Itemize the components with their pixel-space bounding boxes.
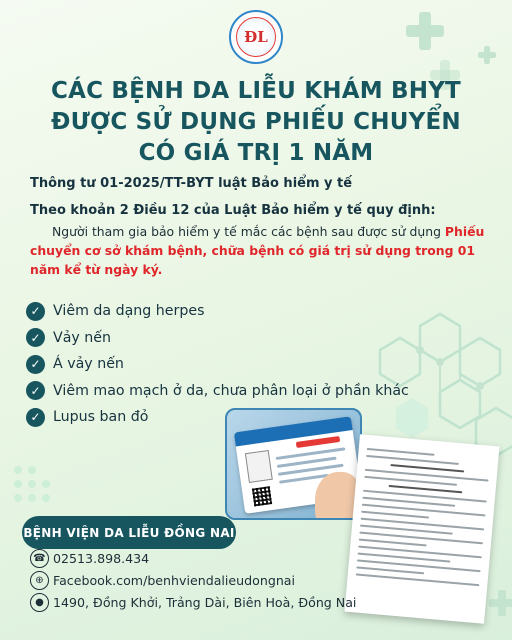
paragraph-highlight-text: Phiếu chuyển cơ sở khám bệnh, chữa bệnh có giá trị sử dụng trong 01 năm kể từ ngày ký.: [30, 224, 485, 277]
disease-label: Viêm da dạng herpes: [53, 303, 205, 320]
hospital-logo: [229, 10, 283, 64]
facebook-link[interactable]: Facebook.com/benhviendalieudongnai: [53, 573, 296, 588]
form-line: [365, 469, 489, 482]
disease-item: [26, 351, 409, 378]
disease-item: [26, 325, 409, 352]
check-icon: ✓: [26, 355, 45, 374]
form-line: [362, 504, 486, 517]
address-text: 1490, Đồng Khởi, Trảng Dài, Biên Hoà, Đồng Nai: [53, 595, 357, 610]
form-line: [356, 566, 424, 574]
hospital-name-badge: BỆNH VIỆN DA LIỄU ĐỒNG NAI: [22, 516, 236, 549]
page-title: [24, 76, 488, 169]
check-icon: ✓: [26, 328, 45, 347]
form-line: [366, 455, 459, 465]
card-photo-box: [245, 450, 273, 483]
regulation-paragraph: [30, 222, 492, 279]
referral-form-image: [345, 434, 500, 624]
title-line-1: CÁC BỆNH DA LIỄU KHÁM BHYT: [51, 78, 461, 104]
form-line: [359, 532, 483, 545]
title-line-3: CÓ GIÁ TRỊ 1 NĂM: [138, 140, 374, 166]
insurance-card-image: [225, 408, 362, 520]
clause-heading: Theo khoản 2 Điều 12 của Luật Bảo hiểm y tế quy định:: [30, 203, 436, 218]
contact-phone[interactable]: [30, 549, 149, 568]
title-line-2: ĐƯỢC SỬ DỤNG PHIẾU CHUYỂN: [51, 109, 461, 135]
phone-number: 02513.898.434: [53, 551, 150, 566]
card-id-strip: [296, 436, 340, 448]
form-line: [367, 448, 435, 456]
disease-item: [26, 298, 409, 325]
contact-facebook[interactable]: [30, 571, 295, 590]
form-line: [363, 490, 487, 503]
logo-initials: ĐL: [236, 17, 276, 57]
contact-address: [30, 593, 356, 612]
qr-code-icon: [252, 486, 272, 506]
map-pin-icon: ●: [30, 593, 49, 612]
check-icon: ✓: [26, 381, 45, 400]
disease-item: [26, 378, 409, 405]
check-icon: ✓: [26, 302, 45, 321]
form-line: [358, 546, 482, 559]
form-line: [356, 573, 480, 586]
paragraph-normal-text: Người tham gia bảo hiểm y tế mắc các bệnh sau được sử dụng: [52, 224, 445, 239]
form-line: [361, 511, 429, 519]
disease-label: Lupus ban đỏ: [53, 409, 149, 426]
form-line: [359, 539, 427, 547]
globe-icon: ⊕: [30, 571, 49, 590]
disease-label: Vảy nến: [53, 329, 112, 346]
disease-label: Á vảy nến: [53, 356, 124, 373]
check-icon: ✓: [26, 408, 45, 427]
form-line: [361, 518, 485, 531]
circular-reference: Thông tư 01-2025/TT-BYT luật Bảo hiểm y tế: [30, 176, 353, 191]
form-line: [357, 559, 481, 572]
disease-label: Viêm mao mạch ở da, chưa phân loại ở phần khác: [53, 382, 409, 399]
phone-icon: ☎: [30, 549, 49, 568]
